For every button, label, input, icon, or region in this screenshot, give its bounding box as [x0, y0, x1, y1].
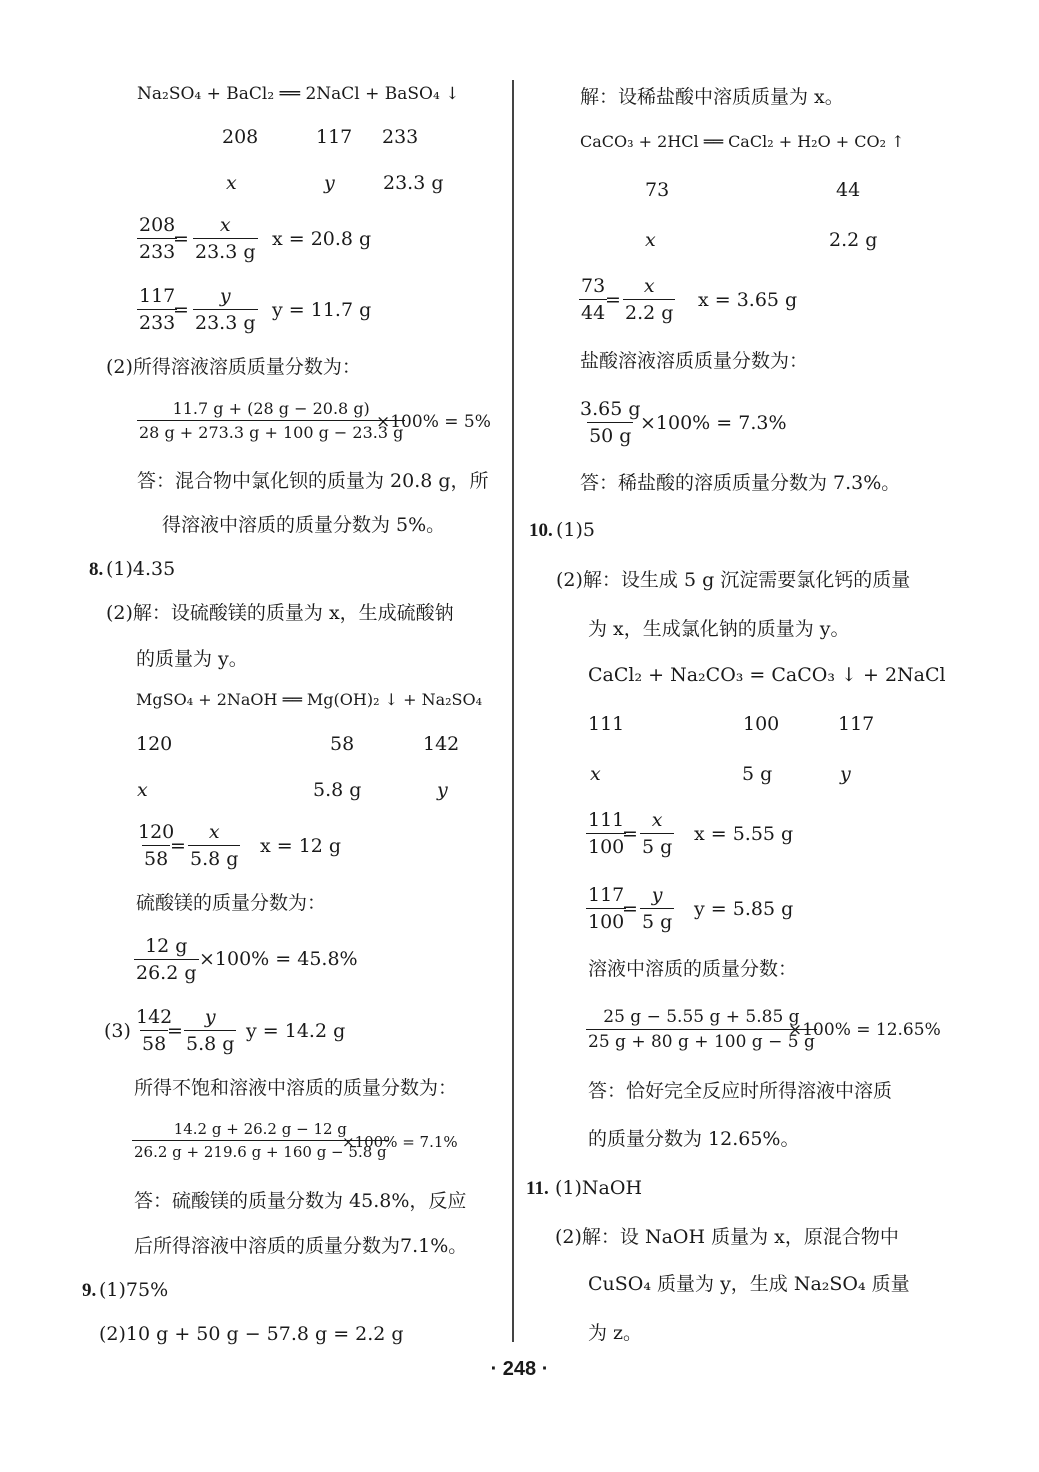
molar-mass-value: 111	[588, 713, 625, 735]
mass-fraction-result: ×100% = 7.1%	[342, 1133, 458, 1151]
part3-label: (3)	[104, 1020, 131, 1042]
ratio-fraction: $\frac{73}{44}$	[581, 275, 606, 324]
part2-calculation: (2)10 g + 50 g − 57.8 g = 2.2 g	[99, 1323, 404, 1345]
part2-label: (2)所得溶液溶质质量分数为：	[106, 356, 361, 378]
result-y: y = 14.2 g	[246, 1020, 346, 1042]
unsaturated-fraction-label: 所得不饱和溶液中溶质的质量分数为：	[134, 1077, 458, 1099]
answer-line: 后所得溶液中溶质的质量分数为7.1%。	[134, 1235, 468, 1257]
equation-cacl2-na2co3: CaCl₂ + Na₂CO₃ = CaCO₃ ↓ + 2NaCl	[588, 664, 946, 686]
mass-fraction-result: ×100% = 12.65%	[788, 1020, 941, 1040]
molar-mass-value: 233	[382, 126, 419, 148]
molar-mass-value: 58	[330, 733, 355, 755]
solution-setup: 解：设稀盐酸中溶质质量为 x。	[580, 86, 844, 108]
ratio-fraction: $\frac{x}{23.3 g}$	[195, 214, 256, 263]
molar-mass-value: 117	[316, 126, 353, 148]
part1-answer: (1)5	[556, 519, 596, 541]
ratio-fraction: $\frac{208}{233}$	[139, 214, 176, 263]
mass-fraction-expression: $\frac{11.7 g + (28 g - 20.8 g)}{28 g + 273.3 g + 100 g - 23.3 g}$	[139, 399, 404, 442]
mass-fraction-result: ×100% = 45.8%	[199, 948, 358, 970]
part1-answer: (1)NaOH	[555, 1177, 643, 1199]
mass-fraction-result: ×100% = 7.3%	[640, 412, 787, 434]
solution-setup: (2)解：设硫酸镁的质量为 x，生成硫酸钠	[106, 602, 454, 624]
ratio-fraction: $\frac{111}{100}$	[588, 809, 625, 858]
solution-setup: 的质量为 y。	[136, 648, 248, 670]
result-x: x = 3.65 g	[698, 289, 798, 311]
equation-mgso4-naoh: MgSO₄ + 2NaOH ══ Mg(OH)₂ ↓ + Na₂SO₄	[136, 690, 483, 709]
unknown-variable: x	[137, 779, 148, 801]
mass-fraction-expression: $\frac{3.65 g}{50 g}$	[580, 398, 641, 447]
ratio-fraction: $\frac{117}{233}$	[139, 285, 176, 334]
part1-answer: (1)75%	[99, 1279, 169, 1301]
equation-caco3-hcl: CaCO₃ + 2HCl ══ CaCl₂ + H₂O + CO₂ ↑	[580, 132, 905, 151]
ratio-fraction: $\frac{142}{58}$	[136, 1006, 173, 1055]
molar-mass-value: 208	[222, 126, 259, 148]
molar-mass-value: 117	[838, 713, 875, 735]
mass-fraction-expression: $\frac{12 g}{26.2 g}$	[136, 935, 197, 984]
question-number: 8.	[89, 559, 104, 580]
answer-line: 答：混合物中氯化钡的质量为 20.8 g，所	[137, 470, 489, 492]
molar-mass-value: 142	[423, 733, 460, 755]
page-number: · 248 ·	[490, 1358, 549, 1380]
hcl-fraction-label: 盐酸溶液溶质质量分数为：	[580, 350, 809, 372]
mass-fraction-expression: $\frac{25 g - 5.55 g + 5.85 g}{25 g + 80 g + 100 g - 5 g}$	[588, 1007, 815, 1052]
ratio-fraction: $\frac{120}{58}$	[138, 821, 175, 870]
question-number: 11.	[526, 1178, 549, 1199]
known-mass: 5.8 g	[313, 779, 362, 801]
question-number: 10.	[529, 520, 553, 541]
unknown-variable: y	[324, 172, 335, 194]
mgso4-fraction-label: 硫酸镁的质量分数为：	[136, 892, 327, 914]
equation-na2so4-bacl2: Na₂SO₄ + BaCl₂ ══ 2NaCl + BaSO₄ ↓	[137, 84, 460, 104]
ratio-fraction: $\frac{x}{5.8 g}$	[190, 821, 239, 870]
molar-mass-value: 100	[743, 713, 780, 735]
unknown-variable: x	[645, 229, 656, 251]
unknown-variable: y	[437, 779, 448, 801]
result-y: y = 5.85 g	[694, 898, 794, 920]
solution-setup: CuSO₄ 质量为 y，生成 Na₂SO₄ 质量	[588, 1273, 910, 1295]
result-x: x = 5.55 g	[694, 823, 794, 845]
known-mass: 2.2 g	[829, 229, 878, 251]
answer-line: 答：硫酸镁的质量分数为 45.8%，反应	[134, 1190, 467, 1212]
answer-line: 的质量分数为 12.65%。	[588, 1128, 800, 1150]
solution-setup: 为 z。	[588, 1322, 643, 1344]
unknown-variable: x	[590, 763, 601, 785]
molar-mass-value: 120	[136, 733, 173, 755]
ratio-fraction: $\frac{y}{5.8 g}$	[186, 1006, 235, 1055]
result-x: x = 20.8 g	[272, 228, 372, 250]
unknown-variable: y	[840, 763, 851, 785]
column-divider	[512, 80, 514, 1342]
result-x: x = 12 g	[260, 835, 342, 857]
question-number: 9.	[82, 1280, 97, 1301]
solution-setup: (2)解：设 NaOH 质量为 x，原混合物中	[555, 1226, 899, 1248]
known-mass: 23.3 g	[383, 172, 444, 194]
answer-line: 答：稀盐酸的溶质质量分数为 7.3%。	[580, 472, 901, 494]
solution-setup: 为 x，生成氯化钠的质量为 y。	[588, 618, 850, 640]
unknown-variable: x	[226, 172, 237, 194]
answer-line: 得溶液中溶质的质量分数为 5%。	[162, 514, 446, 536]
known-mass: 5 g	[742, 763, 773, 785]
part1-answer: (1)4.35	[106, 558, 176, 580]
mass-fraction-result: ×100% = 5%	[376, 412, 491, 432]
ratio-fraction: $\frac{x}{5 g}$	[642, 809, 673, 858]
answer-line: 答：恰好完全反应时所得溶液中溶质	[588, 1080, 893, 1102]
ratio-fraction: $\frac{x}{2.2 g}$	[625, 275, 674, 324]
solution-setup: (2)解：设生成 5 g 沉淀需要氯化钙的质量	[556, 569, 911, 591]
molar-mass-value: 73	[645, 179, 670, 201]
result-y: y = 11.7 g	[272, 299, 372, 321]
ratio-fraction: $\frac{y}{5 g}$	[642, 884, 673, 933]
molar-mass-value: 44	[836, 179, 861, 201]
solute-fraction-label: 溶液中溶质的质量分数：	[588, 958, 798, 980]
ratio-fraction: $\frac{y}{23.3 g}$	[195, 285, 256, 334]
mass-fraction-expression: $\frac{14.2 g + 26.2 g - 12 g}{26.2 g + 219.6 g + 160 g - 5.8 g}$	[134, 1120, 387, 1161]
ratio-fraction: $\frac{117}{100}$	[588, 884, 625, 933]
